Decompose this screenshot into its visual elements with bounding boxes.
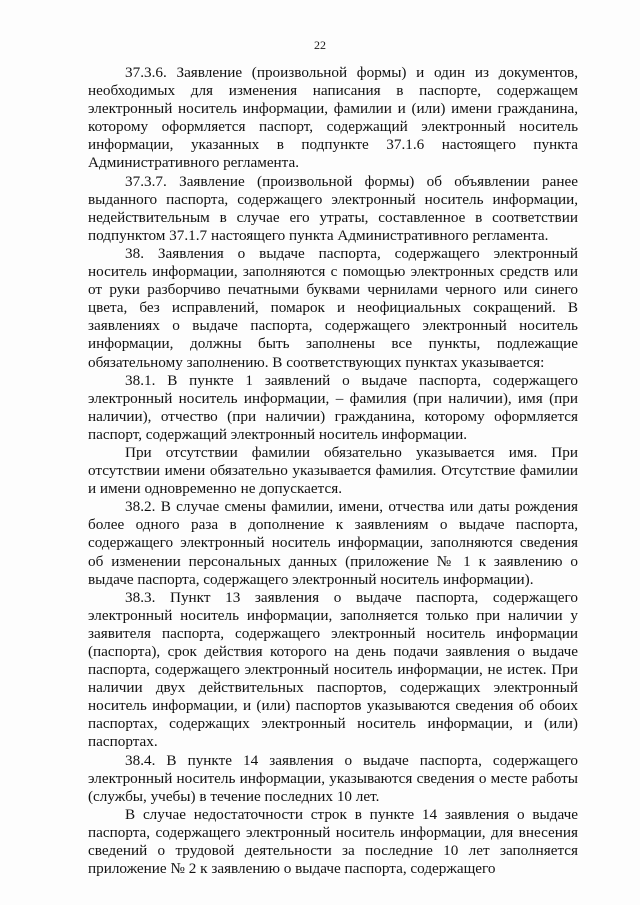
paragraph-38: 38. Заявления о выдаче паспорта, содержащего электронный носитель информации, заполняются с помощью электронных средств или от руки разборчиво печатными буквами чернилами черного или синего цвета, без исправлений, помарок и неофициальных сокращений. В заявлениях о выдаче паспорта, содержащего электронный носитель информации, должны быть заполнены все пункты, подлежащие обязательному заполнению. В соответствующих пунктах указывается: [88,244,578,371]
paragraph-38-2: 38.2. В случае смены фамилии, имени, отчества или даты рождения более одного раза в дополнение к заявлениям о выдаче паспорта, содержащего электронный носитель информации, заполняются сведения об изменении персональных данных (приложение № 1 к заявлению о выдаче паспорта, содержащего электронный носитель информации). [88,498,578,588]
paragraph-38-4: 38.4. В пункте 14 заявления о выдаче паспорта, содержащего электронный носитель информации, указываются сведения о месте работы (службы, учебы) в течение последних 10 лет. [88,751,578,805]
paragraph-38-4-note: В случае недостаточности строк в пункте 14 заявления о выдаче паспорта, содержащего электронный носитель информации, для внесения сведений о трудовой деятельности за последние 10 лет заполняется приложение № 2 к заявлению о выдаче паспорта, содержащего [88,805,578,878]
paragraph-38-1-note: При отсутствии фамилии обязательно указывается имя. При отсутствии имени обязательно указывается фамилия. Отсутствие фамилии и имени одновременно не допускается. [88,443,578,498]
document-body [88,64,578,878]
page-number: 22 [314,38,326,52]
paragraph-37-3-7: 37.3.7. Заявление (произвольной формы) об объявлении ранее выданного паспорта, содержащего электронный носитель информации, недействительным в случае его утраты, составленное в соответствии подпунктом 37.1.7 настоящего пункта Административного регламента. [88,172,578,244]
paragraph-37-3-6: 37.3.6. Заявление (произвольной формы) и один из документов, необходимых для изменения написания в паспорте, содержащем электронный носитель информации, фамилии и (или) имени гражданина, которому оформляется паспорт, содержащий электронный носитель информации, указанных в подпункте 37.1.6 настоящего пункта Административного регламента. [88,64,578,172]
paragraph-38-3: 38.3. Пункт 13 заявления о выдаче паспорта, содержащего электронный носитель информации, заполняется только при наличии у заявителя паспорта, содержащего электронный носитель информации (паспорта), срок действия которого на день подачи заявления о выдаче паспорта, содержащего электронный носитель информации, не истек. При наличии двух действительных паспортов, содержащих электронный носитель информации, и (или) паспортов указываются сведения об обоих паспортах, содержащих электронный носитель информации, и (или) паспортах. [88,588,578,751]
paragraph-38-1: 38.1. В пункте 1 заявлений о выдаче паспорта, содержащего электронный носитель информации, – фамилия (при наличии), имя (при наличии), отчество (при наличии) гражданина, которому оформляется паспорт, содержащий электронный носитель информации. [88,371,578,443]
